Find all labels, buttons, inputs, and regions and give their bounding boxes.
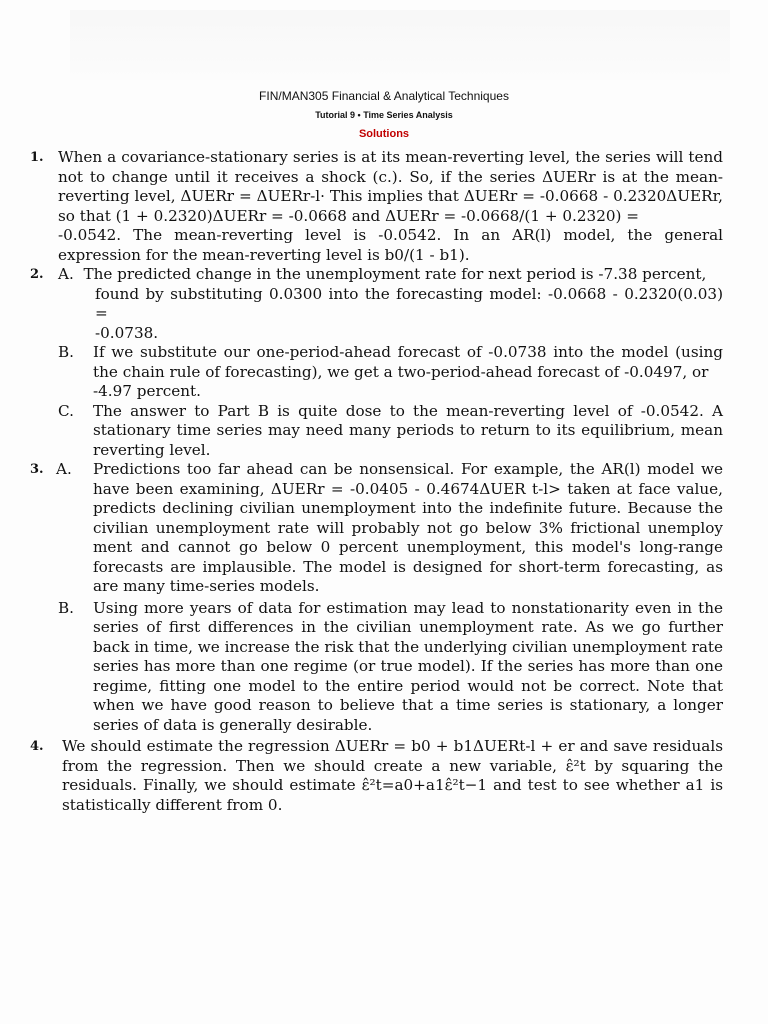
question-4 — [30, 737, 723, 815]
course-title: FIN/MAN305 Financial & Analytical Techniques — [259, 89, 509, 103]
part-c — [58, 402, 723, 461]
tutorial-title: Tutorial 9 • Time Series Analysis — [315, 110, 453, 120]
bleed-through-text — [70, 10, 730, 80]
part-text: The predicted change in the unemployment rate for next period is -7.38 percent, — [83, 265, 707, 283]
part-text: -0.0738. — [95, 323, 159, 342]
question-3 — [30, 460, 723, 735]
part-label: B. — [58, 343, 74, 361]
part-text: If we substitute our one-period-ahead forecast of -0.0738 into the model (using the chain rule of forecasting), we get a two-period-ahead forecast of -0.0497, or — [93, 343, 723, 381]
solutions-heading: Solutions — [358, 128, 410, 140]
part-b — [58, 343, 723, 402]
part-label: A. — [56, 460, 72, 478]
question-number: 4. — [30, 739, 44, 754]
question-number: 1. — [30, 150, 44, 165]
part-a — [58, 460, 723, 597]
part-label: B. — [58, 598, 74, 617]
part-label: C. — [58, 401, 74, 420]
solutions-body — [30, 148, 723, 815]
answer-text: We should estimate the regression ΔUERr = b0 + b1ΔUERt-l + er and save residuals from the regression. Then we should create a new variable, ε̂²t by squaring the residuals. Finally, we should estimate ε̂²t=a0+a1ε̂²t−1 and test to see whether a1 is statistically different from 0. — [62, 737, 724, 814]
part-text: found by substituting 0.0300 into the forecasting model: -0.0668 - 0.2320(0.03) = — [95, 284, 723, 322]
part-text: Using more years of data for estimation may lead to nonstationarity even in the series of first differences in the civilian unemployment rate. As we go further back in time, we increase the risk that the underlying civilian unemployment rate series has more than one regime (or true model). If the series has more than one regime, fitting one model to the entire period would not be correct. Note that when we have good reason to believe that a time series is stationary, a longer series of data is generally desirable. — [93, 598, 723, 734]
part-label: A. — [58, 265, 74, 283]
question-2 — [30, 265, 723, 460]
part-text: Predictions too far ahead can be nonsensical. For example, the AR(l) model we have been examining, ΔUERr = -0.0405 - 0.4674ΔUER t-l> taken at face value, predicts declining civilian unemployment into the indefinite future. Because the civilian unemployment rate will probably not go below 3% frictional unemploy ment and cannot go below 0 percent unemployment, this model's long-range forecasts are implausible. The model is designed for short-term forecasting, as are many time-series models. — [93, 460, 723, 595]
part-text: The answer to Part B is quite dose to the mean-reverting level of -0.0542. A stationary time series may need many periods to return to its equilibrium, mean reverting level. — [93, 401, 723, 459]
part-b — [58, 599, 723, 736]
question-number: 2. — [30, 267, 44, 282]
part-text: -4.97 percent. — [93, 382, 201, 400]
question-number: 3. — [30, 462, 44, 477]
question-1 — [30, 148, 723, 265]
answer-text: When a covariance-stationary series is at its mean-reverting level, the series will tend not to change until it receives a shock (c.). So, if the series ΔUERr is at the mean-reverting level, ΔUERr = ΔUERr-l· This implies that ΔUERr = -0.0668 - 0.2320ΔUERr, so that (1 + 0.2320)ΔUERr = -0.0668 and ΔUERr = -0.0668/(1 + 0.2320) = — [58, 148, 723, 225]
part-a — [58, 265, 723, 343]
answer-text: -0.0542. The mean-reverting level is -0.0542. In an AR(l) model, the general expression for the mean-reverting level is b0/(1 - b1). — [58, 226, 723, 264]
